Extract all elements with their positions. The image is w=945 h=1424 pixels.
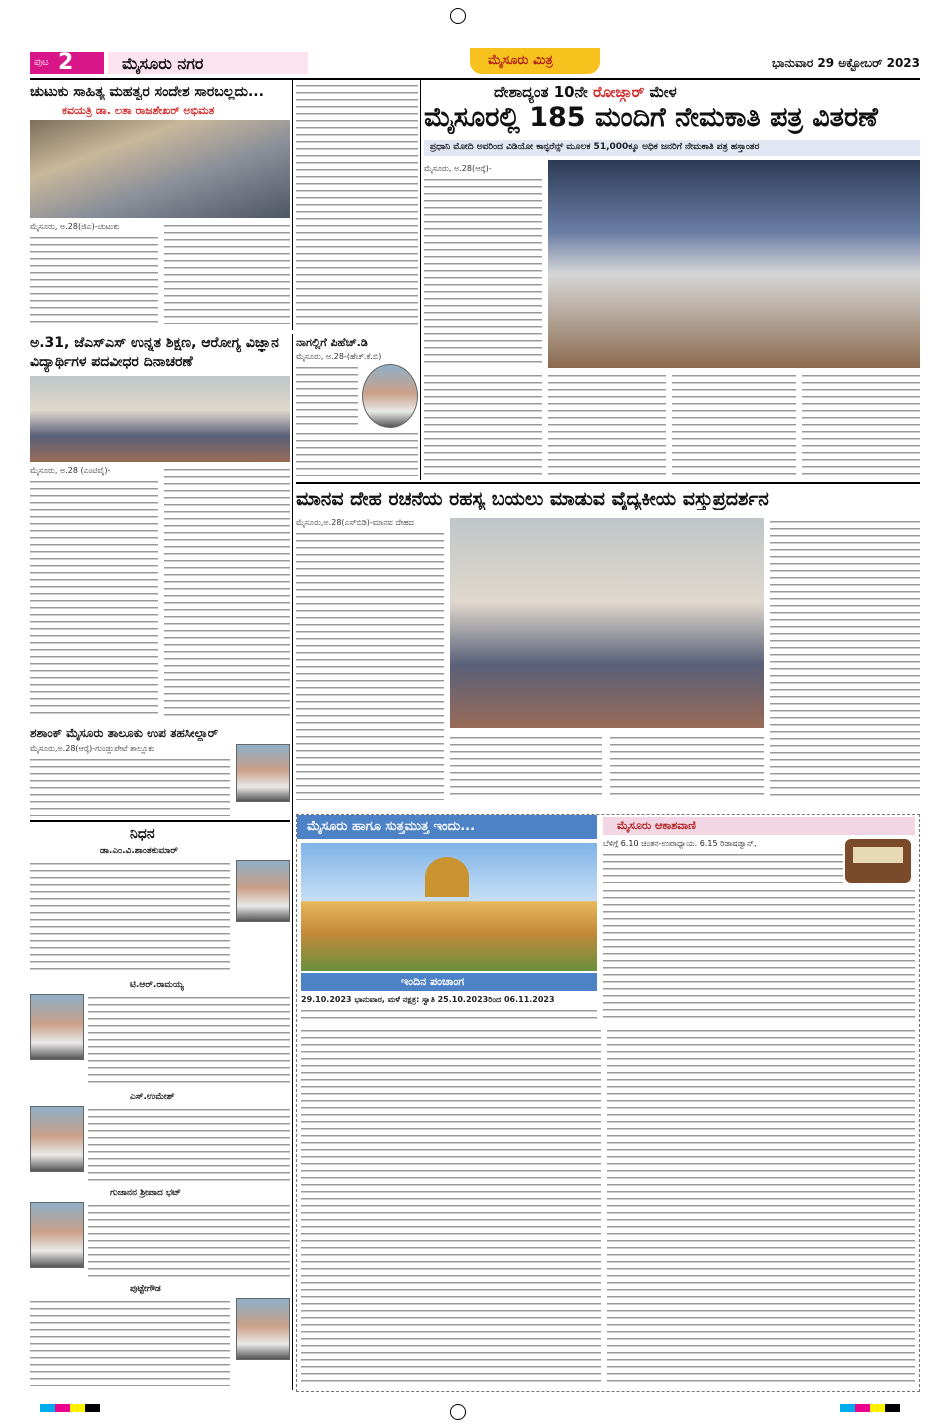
issue-date: ಭಾನುವಾರ 29 ಅಕ್ಟೋಬರ್ 2023 [772,56,920,70]
obit-name: ಎಸ್.ಉಮೇಶ್ [130,1092,175,1102]
lead-body-col5 [802,372,920,476]
obit-name: ಗುಜಾನನ ಶ್ರೀಪಾದ ಭಟ್ [110,1188,181,1198]
obit-body [88,994,290,1086]
obituary-title: ನಿಧನ [130,826,155,842]
story-subhead: ಕವಯತ್ರಿ ಡಾ. ಲತಾ ರಾಜಶೇಖರ್ ಅಭಿಮತ [62,104,215,117]
obit-body [88,1202,290,1278]
lead-dateline: ಮೈಸೂರು, ಅ.28(ಆರ್‍ಕೆ)- [424,164,492,173]
section-title-text: ಮೈಸೂರು ನಗರ [122,54,204,73]
radio-dial [853,847,903,863]
exhibition-photo [450,518,764,728]
registration-mark [450,8,466,24]
registration-mark [450,1404,466,1420]
shashank-portrait [236,744,290,802]
obit-name: ಡಾ.ಎಂ.ವಿ.ಶಾಂತಕುಮಾರ್ [100,846,178,856]
story-dateline: ಮೈಸೂರು, ಅ.28(ಜಿಎ)-ಚುಟುಕು [30,222,120,231]
obit-portrait [30,994,84,1060]
rozgar-mela-photo [548,160,920,368]
obituary-section [30,822,290,1390]
akashavani-body [603,887,915,1023]
today-banner [297,815,597,839]
radio-icon [845,839,911,883]
story-dateline: ಮೈಸೂರು, ಅ.28 (ಎಂಟಿವೈ)- [30,466,111,475]
panchanga-body [301,1007,597,1023]
akashavani-first: ಬೆಳಿಗ್ಗೆ 6.10 ಚಿಂತನ-ಉಪಾಧ್ಯಾಯ. 6.15 ರಿಡಾಷಡ್ವಾನ್, [603,839,757,848]
lead-body-col1 [424,176,542,366]
panchanga-title: ಇಂದಿನ ಪಂಚಾಂಗ [401,975,465,988]
event-photo [30,120,290,218]
story-body [296,430,418,476]
akashavani-title-bar [603,817,915,835]
story-body-col2 [164,466,290,718]
phd-portrait [362,364,418,428]
obit-portrait [236,1298,290,1360]
events-list-right [607,1027,915,1387]
today-box [296,814,920,1392]
col-divider [420,80,421,480]
akashavani-body [603,851,843,883]
obit-portrait [30,1202,84,1268]
obit-item [30,1188,290,1280]
exhibit-body-col2 [770,518,920,800]
exhibit-body-col3 [450,734,602,800]
lead-strap-text: ಪ್ರಧಾನಿ ಮೋದಿ ಅವರಿಂದ ವಿಡಿಯೋ ಕಾನ್ಫರೆನ್ಸ್ ಮೂಲಕ 51,000ಕ್ಕೂ ಅಧಿಕ ಜನರಿಗೆ ನೇಮಕಾತಿ ಪತ್ರ ಹಸ್ತಾಂತರ [430,142,760,152]
obit-portrait [30,1106,84,1172]
today-banner-text: ಮೈಸೂರು ಹಾಗೂ ಸುತ್ತಮುತ್ತ ಇಂದು... [307,819,476,834]
page-number-badge [30,52,104,74]
panchanga-title-bar [301,973,597,991]
obit-item [30,1092,290,1184]
story-body-col2 [164,222,290,324]
obit-portrait [236,860,290,922]
lead-headline: ಮೈಸೂರಲ್ಲಿ 185 ಮಂದಿಗೆ ನೇಮಕಾತಿ ಪತ್ರ ವಿತರಣೆ [424,102,878,133]
story-jss [30,334,290,722]
story-headline: ಶಶಾಂಕ್ ಮೈಸೂರು ತಾಲೂಕು ಉಪ ತಹಸೀಲ್ದಾರ್ [30,726,218,740]
story-body-col1 [30,234,158,324]
panchanga-line: 29.10.2023 ಭಾನುವಾರ, ಮಳೆ ನಕ್ಷತ್ರ: ಸ್ವಾತಿ 25.10.2023ರಿಂದ 06.11.2023 [301,995,555,1004]
obit-body [88,1106,290,1182]
exhibit-body-col4 [610,734,764,800]
color-bar [40,1404,100,1412]
section-title [108,52,308,74]
exhibition-headline: ಮಾನವ ದೇಹ ರಚನೆಯ ರಹಸ್ಯ ಬಯಲು ಮಾಡುವ ವೈದ್ಯಕೀಯ ವಸ್ತುಪ್ರದರ್ಶನ [296,488,769,510]
jss-photo [30,376,290,462]
story-body [30,756,230,816]
story-body-col1 [30,478,158,718]
masthead [30,50,920,76]
story-phd [296,334,418,478]
palace-photo [301,843,597,971]
story-dateline: ಮೈಸೂರು, ಅ.28-(ಹೆಚ್.ಕೆ.ಬಿ) [296,352,382,361]
obit-name: ಟಿ.ಆರ್.ರಾಮಯ್ಯ [130,980,184,990]
lead-body-col2 [424,372,542,476]
story-chutuku [30,80,290,330]
lead-story [424,80,920,480]
lead-kicker-c: ಮೇಳ [649,83,677,101]
lead-body-col4 [672,372,796,476]
story-headline: ಅ.31, ಜೆಎಸ್‍ಎಸ್ ಉನ್ನತ ಶಿಕ್ಷಣ, ಆರೋಗ್ಯ ವಿಜ್ಞಾನ ವಿದ್ಯಾರ್ಥಿಗಳ ಪದವೀಧರ ದಿನಾಚರಣೆ [30,335,279,370]
lead-body-col3 [548,372,666,476]
color-bar [840,1404,900,1412]
story-headline: ಚುಟುಕು ಸಾಹಿತ್ಯ ಮಹತ್ವರ ಸಂದೇಶ ಸಾರಬಲ್ಲದು... [30,84,264,100]
paper-name-text: ಮೈಸೂರು ಮಿತ್ರ [488,53,553,68]
story-dateline: ಮೈಸೂರು,ಅ.28(ಆರ್‍ಕೆ)-ಗುಂಡ್ಲುಪೇಟೆ ತಾಲ್ಲೂಕು [30,744,155,753]
story-exhibition [296,484,920,810]
col-divider [292,80,293,330]
story-body-left [296,364,358,426]
obit-body [30,860,230,974]
obit-item [30,980,290,1088]
story-headline: ನಾಗಲ್ಲಿಗೆ ಪಿಹೆಚ್.ಡಿ [296,336,368,349]
lead-kicker-a: ದೇಶಾದ್ಯಂತ 10ನೇ [494,83,588,101]
obit-item [30,846,290,976]
col-divider [292,334,293,1390]
paper-name-logo [470,48,600,74]
story-continuation-col [296,82,418,328]
exhibit-body-col1 [296,530,444,800]
palace-dome [425,857,469,897]
obit-body [30,1298,230,1386]
page-label: ಪುಟ [34,57,49,68]
lead-kicker [424,82,920,102]
page-num: 2 [58,50,74,75]
events-list-left [301,1027,601,1387]
akashavani-title: ಮೈಸೂರು ಆಕಾಶವಾಣಿ [617,819,696,832]
lead-strap [424,140,920,156]
lead-kicker-b: ರೋಜ್ಗಾರ್ [592,83,645,101]
obit-item [30,1284,290,1388]
obit-name: ಪುಟ್ಟೇಗೌಡ [130,1284,161,1294]
story-shashank [30,726,290,818]
story-dateline: ಮೈಸೂರು,ಅ.28(ಎಸ್‍ಬಿಡಿ)-ಮಾನವ ದೇಹದ [296,518,414,527]
